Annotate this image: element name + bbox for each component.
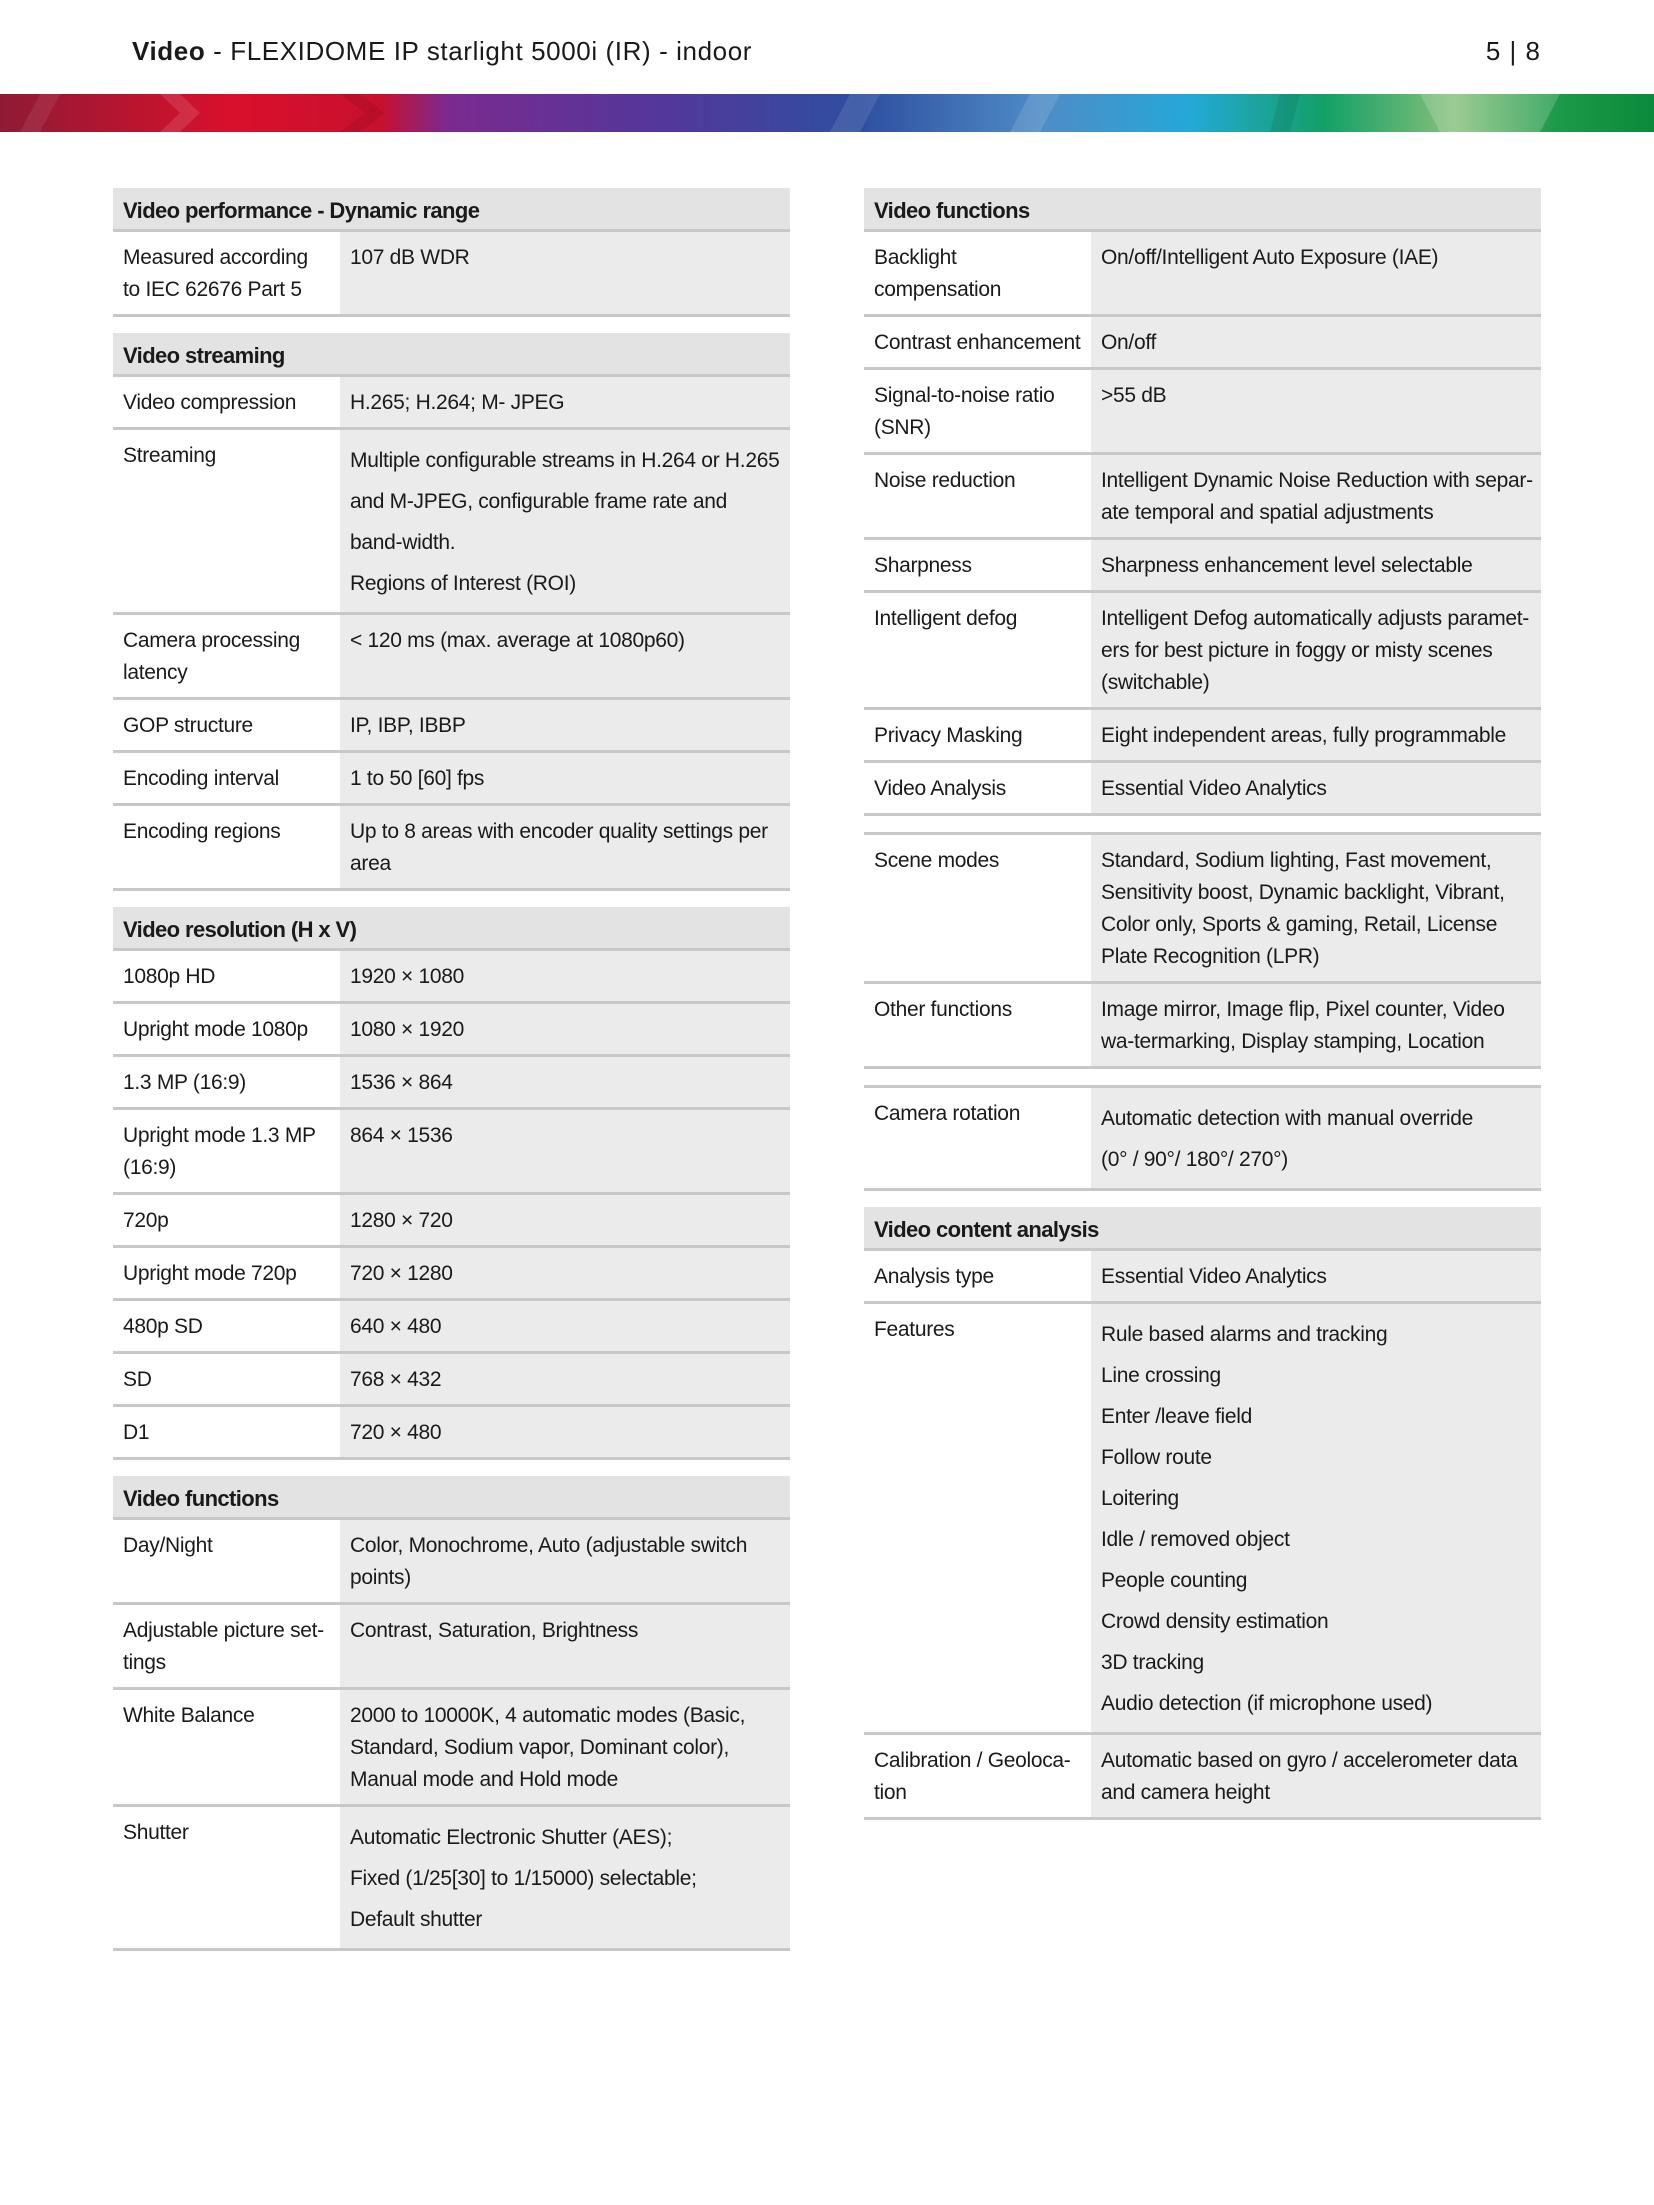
spec-value-line: Intelligent Dynamic Noise Reduction with separ-ate temporal and spatial adjustments — [1101, 469, 1533, 524]
spec-row-day-night — [113, 1520, 790, 1605]
spec-row-measured-according-to-iec-62676-part-5 — [113, 232, 790, 317]
spec-value — [340, 1354, 790, 1404]
spec-row-encoding-interval — [113, 753, 790, 806]
spec-value-line: 640 × 480 — [350, 1315, 442, 1338]
spec-value — [340, 1407, 790, 1457]
spec-value — [340, 377, 790, 427]
spec-value — [340, 1004, 790, 1054]
spec-value-line: Line crossing — [1101, 1364, 1221, 1387]
spec-row-1-3-mp-16-9 — [113, 1057, 790, 1110]
spec-label: White Balance — [123, 1704, 255, 1727]
spec-row-noise-reduction — [864, 455, 1541, 540]
spec-value-line: Rule based alarms and tracking — [1101, 1323, 1388, 1346]
spec-row-intelligent-defog — [864, 593, 1541, 710]
spec-value-line: On/off/Intelligent Auto Exposure (IAE) — [1101, 246, 1439, 269]
page-number: 5 | 8 — [1485, 36, 1541, 66]
section-heading: Video functions — [113, 1476, 790, 1520]
spec-value-line: >55 dB — [1101, 384, 1167, 407]
spec-value-line: Sharpness enhancement level selectable — [1101, 554, 1473, 577]
spec-row-adjustable-picture-set-tings — [113, 1605, 790, 1690]
spec-row-video-compression — [113, 377, 790, 430]
spec-value-line: Contrast, Saturation, Brightness — [350, 1619, 639, 1642]
spec-label: Contrast enhancement — [874, 331, 1081, 354]
spec-row-contrast-enhancement — [864, 317, 1541, 370]
spec-value-line: Up to 8 areas with encoder quality settings per area — [350, 820, 768, 875]
document-title: Video - FLEXIDOME IP starlight 5000i (IR) - indoor — [132, 36, 753, 66]
spec-value-line: H.265; H.264; M- JPEG — [350, 391, 565, 414]
spec-label: Camera rotation — [874, 1102, 1021, 1125]
brand-color-bar-graphic — [0, 94, 1654, 132]
spec-label: Upright mode 1.3 MP (16:9) — [123, 1124, 316, 1179]
spec-value-line: Crowd density estimation — [1101, 1610, 1329, 1633]
section-heading: Video streaming — [113, 333, 790, 377]
spec-value-line: Default shutter — [350, 1908, 483, 1931]
spec-row-white-balance — [113, 1690, 790, 1807]
section-heading: Video resolution (H x V) — [113, 907, 790, 951]
spec-value — [340, 615, 790, 697]
spec-row-video-analysis — [864, 763, 1541, 816]
spec-value — [1091, 593, 1541, 707]
spec-value — [340, 1520, 790, 1602]
spec-row-upright-mode-1080p — [113, 1004, 790, 1057]
spec-row-other-functions — [864, 984, 1541, 1069]
spec-value-line: 2000 to 10000K, 4 automatic modes (Basic, Standard, Sodium vapor, Dominant color), Manual mode and Hold mode — [350, 1704, 746, 1791]
spec-section-video-streaming — [113, 333, 790, 891]
spec-label: Scene modes — [874, 849, 1000, 872]
spec-value — [340, 1301, 790, 1351]
spec-label: Shutter — [123, 1821, 189, 1844]
spec-row-signal-to-noise-ratio-snr — [864, 370, 1541, 455]
spec-label: Calibration / Geoloca-tion — [874, 1749, 1071, 1804]
spec-value-line: 1 to 50 [60] fps — [350, 767, 485, 790]
spec-value-line: On/off — [1101, 331, 1157, 354]
spec-label: Encoding interval — [123, 767, 279, 790]
spec-value — [1091, 1304, 1541, 1732]
spec-label: Camera processing latency — [123, 629, 300, 684]
spec-label: Adjustable picture set-tings — [123, 1619, 324, 1674]
spec-label: Intelligent defog — [874, 607, 1018, 630]
spec-value — [340, 1807, 790, 1948]
spec-label: Signal-to-noise ratio (SNR) — [874, 384, 1055, 439]
spec-value — [1091, 232, 1541, 314]
spec-value-line: 1280 × 720 — [350, 1209, 453, 1232]
spec-label: Upright mode 720p — [123, 1262, 297, 1285]
spec-value — [1091, 1088, 1541, 1188]
spec-label: Video compression — [123, 391, 297, 414]
spec-value — [340, 430, 790, 612]
spec-value-line: People counting — [1101, 1569, 1248, 1592]
spec-value-line: Automatic Electronic Shutter (AES); — [350, 1826, 673, 1849]
spec-value-line: 3D tracking — [1101, 1651, 1204, 1674]
spec-label: Features — [874, 1318, 955, 1341]
spec-label: Video Analysis — [874, 777, 1007, 800]
spec-value — [340, 232, 790, 314]
spec-value — [1091, 455, 1541, 537]
spec-value — [1091, 1251, 1541, 1301]
spec-value-line: Enter /leave field — [1101, 1405, 1253, 1428]
spec-row-streaming — [113, 430, 790, 615]
spec-row-1080p-hd — [113, 951, 790, 1004]
section-heading: Video functions — [864, 188, 1541, 232]
spec-label: 720p — [123, 1209, 169, 1232]
spec-value — [1091, 1735, 1541, 1817]
spec-row-analysis-type — [864, 1251, 1541, 1304]
spec-value — [1091, 540, 1541, 590]
spec-row-camera-rotation — [864, 1088, 1541, 1191]
spec-row-gop-structure — [113, 700, 790, 753]
spec-value-line: Standard, Sodium lighting, Fast movement, Sensitivity boost, Dynamic backlight, Vibrant, Color only, Sports & gaming, Retail, License Plate Recognition (LPR) — [1101, 849, 1505, 968]
spec-value-line: Automatic detection with manual override — [1101, 1107, 1474, 1130]
spec-label: D1 — [123, 1421, 150, 1444]
spec-row-sd — [113, 1354, 790, 1407]
spec-row-shutter — [113, 1807, 790, 1951]
spec-row-backlight-compensation — [864, 232, 1541, 317]
spec-value-line: Automatic based on gyro / accelerometer data and camera height — [1101, 1749, 1518, 1804]
spec-value — [340, 700, 790, 750]
spec-label: GOP structure — [123, 714, 253, 737]
spec-value-line: Color, Monochrome, Auto (adjustable switch points) — [350, 1534, 748, 1589]
spec-value-line: 107 dB WDR — [350, 246, 470, 269]
spec-label: Analysis type — [874, 1265, 994, 1288]
spec-value — [340, 1110, 790, 1192]
spec-row-d1 — [113, 1407, 790, 1460]
spec-row-sharpness — [864, 540, 1541, 593]
spec-value — [340, 806, 790, 888]
spec-row-features — [864, 1304, 1541, 1735]
spec-value-line: Essential Video Analytics — [1101, 777, 1327, 800]
spec-label: Upright mode 1080p — [123, 1018, 308, 1041]
spec-row-encoding-regions — [113, 806, 790, 891]
spec-value-line: Follow route — [1101, 1446, 1212, 1469]
spec-label: Sharpness — [874, 554, 972, 577]
spec-value-line: 864 × 1536 — [350, 1124, 453, 1147]
page-header — [0, 0, 1654, 94]
spec-value-line: Eight independent areas, fully programmable — [1101, 724, 1507, 747]
spec-value — [1091, 317, 1541, 367]
section-heading: Video performance - Dynamic range — [113, 188, 790, 232]
spec-section — [864, 1085, 1541, 1191]
spec-value-line: < 120 ms (max. average at 1080p60) — [350, 629, 685, 652]
spec-label: Day/Night — [123, 1534, 213, 1557]
brand-color-bar — [0, 94, 1654, 132]
spec-row-upright-mode-720p — [113, 1248, 790, 1301]
spec-value-line: Image mirror, Image flip, Pixel counter, Video wa-termarking, Display stamping, Location — [1101, 998, 1505, 1053]
spec-value-line: 720 × 480 — [350, 1421, 442, 1444]
right-column — [864, 188, 1541, 1836]
spec-label: Measured according to IEC 62676 Part 5 — [123, 246, 308, 301]
spec-value-line: Loitering — [1101, 1487, 1179, 1510]
spec-label: 1080p HD — [123, 965, 216, 988]
spec-value — [1091, 835, 1541, 981]
spec-value — [1091, 370, 1541, 452]
spec-label: 1.3 MP (16:9) — [123, 1071, 246, 1094]
spec-section-video-functions — [113, 1476, 790, 1951]
spec-value-line: Regions of Interest (ROI) — [350, 572, 576, 595]
spec-value — [340, 1195, 790, 1245]
spec-section-video-performance-dynamic-range — [113, 188, 790, 317]
left-column — [113, 188, 790, 1967]
spec-section — [864, 832, 1541, 1069]
spec-value — [340, 753, 790, 803]
section-heading: Video content analysis — [864, 1207, 1541, 1251]
spec-row-upright-mode-1-3-mp-16-9 — [113, 1110, 790, 1195]
spec-section-video-resolution-h-x-v — [113, 907, 790, 1460]
spec-row-720p — [113, 1195, 790, 1248]
spec-value — [1091, 984, 1541, 1066]
spec-label: Privacy Masking — [874, 724, 1023, 747]
spec-value-line: Essential Video Analytics — [1101, 1265, 1327, 1288]
spec-value-line: IP, IBP, IBBP — [350, 714, 466, 737]
spec-label: Streaming — [123, 444, 217, 467]
spec-row-privacy-masking — [864, 710, 1541, 763]
spec-label: Noise reduction — [874, 469, 1016, 492]
spec-section-video-functions — [864, 188, 1541, 816]
spec-value-line: (0° / 90°/ 180°/ 270°) — [1101, 1148, 1288, 1171]
spec-label: 480p SD — [123, 1315, 203, 1338]
spec-value-line: 720 × 1280 — [350, 1262, 453, 1285]
spec-value — [1091, 763, 1541, 813]
spec-section-video-content-analysis — [864, 1207, 1541, 1820]
spec-value — [340, 1248, 790, 1298]
spec-value-line: 1536 × 864 — [350, 1071, 453, 1094]
spec-label: Other functions — [874, 998, 1012, 1021]
spec-value-line: Audio detection (if microphone used) — [1101, 1692, 1433, 1715]
spec-value — [340, 1057, 790, 1107]
spec-value-line: Fixed (1/25[30] to 1/15000) selectable; — [350, 1867, 697, 1890]
spec-row-calibration-geoloca-tion — [864, 1735, 1541, 1820]
spec-value-line: Multiple configurable streams in H.264 or H.265 and M-JPEG, configurable frame rate and band-width. — [350, 449, 780, 554]
spec-label: Backlight compensation — [874, 246, 1002, 301]
spec-value-line: 768 × 432 — [350, 1368, 442, 1391]
spec-value — [340, 951, 790, 1001]
spec-row-camera-processing-latency — [113, 615, 790, 700]
spec-row-scene-modes — [864, 835, 1541, 984]
spec-label: Encoding regions — [123, 820, 281, 843]
spec-value — [340, 1690, 790, 1804]
spec-value — [1091, 710, 1541, 760]
spec-value-line: 1920 × 1080 — [350, 965, 465, 988]
spec-value-line: Idle / removed object — [1101, 1528, 1290, 1551]
spec-row-480p-sd — [113, 1301, 790, 1354]
spec-value-line: Intelligent Defog automatically adjusts paramet-ers for best picture in foggy or misty scenes (switchable) — [1101, 607, 1529, 694]
spec-label: SD — [123, 1368, 152, 1391]
spec-value-line: 1080 × 1920 — [350, 1018, 465, 1041]
spec-value — [340, 1605, 790, 1687]
